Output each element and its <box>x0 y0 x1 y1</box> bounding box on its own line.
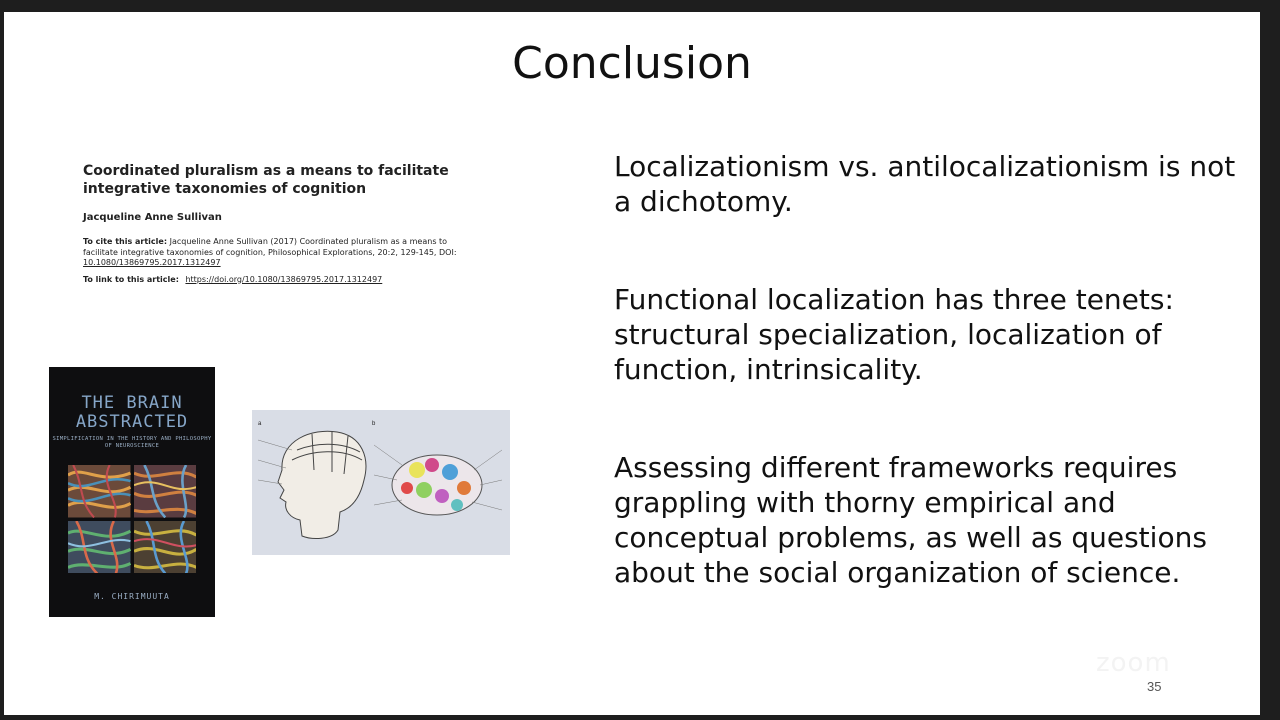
cover-art-tile <box>134 465 197 518</box>
book-subtitle: SIMPLIFICATION IN THE HISTORY AND PHILOSOPHY OF NEUROSCIENCE <box>52 436 212 449</box>
paper-url-link[interactable]: https://doi.org/10.1080/13869795.2017.1312497 <box>185 274 383 284</box>
link-label: To link to this article: <box>83 274 179 284</box>
page-number: 35 <box>1147 679 1162 694</box>
phrenology-brain-figure <box>252 410 510 555</box>
panel-b-label: b <box>372 421 376 427</box>
paper-cite <box>83 237 483 269</box>
book-title-line2: ABSTRACTED <box>75 412 189 432</box>
book-cover <box>49 367 215 617</box>
cite-doi-link[interactable]: 10.1080/13869795.2017.1312497 <box>83 258 221 267</box>
bullet-1: Localizationism vs. antilocalizationism is not a dichotomy. <box>614 150 1236 218</box>
conclusion-bullets <box>614 149 1244 590</box>
paper-link <box>83 275 483 284</box>
paper-author: Jacqueline Anne Sullivan <box>83 212 222 223</box>
bullet-3: Assessing different frameworks requires grappling with thorny empirical and conceptual problems, as well as questions about the social organization of science. <box>614 451 1207 589</box>
book-cover-art <box>68 465 196 573</box>
book-author: M. CHIRIMUUTA <box>94 592 170 601</box>
cover-art-tile <box>134 521 197 574</box>
panel-a-label: a <box>258 421 262 427</box>
brain-activation-map <box>392 455 482 515</box>
bullet-2: Functional localization has three tenets: structural specialization, localization of function, intrinsicality. <box>614 283 1174 386</box>
cite-label: To cite this article: <box>83 237 168 246</box>
zoom-watermark: zoom <box>1096 648 1171 678</box>
paper-citation <box>83 162 483 284</box>
cover-art-tile <box>68 521 131 574</box>
slide <box>4 12 1260 715</box>
paper-title: Coordinated pluralism as a means to facilitate integrative taxonomies of cognition <box>83 163 449 197</box>
cover-art-tile <box>68 465 131 518</box>
book-title-line1: THE BRAIN <box>81 393 183 413</box>
slide-title: Conclusion <box>512 38 752 89</box>
cite-text: Jacqueline Anne Sullivan (2017) Coordinated pluralism as a means to facilitate integrative taxonomies of cognition, Philosophical Explorations, 20:2, 129-145, DOI: <box>83 237 457 257</box>
